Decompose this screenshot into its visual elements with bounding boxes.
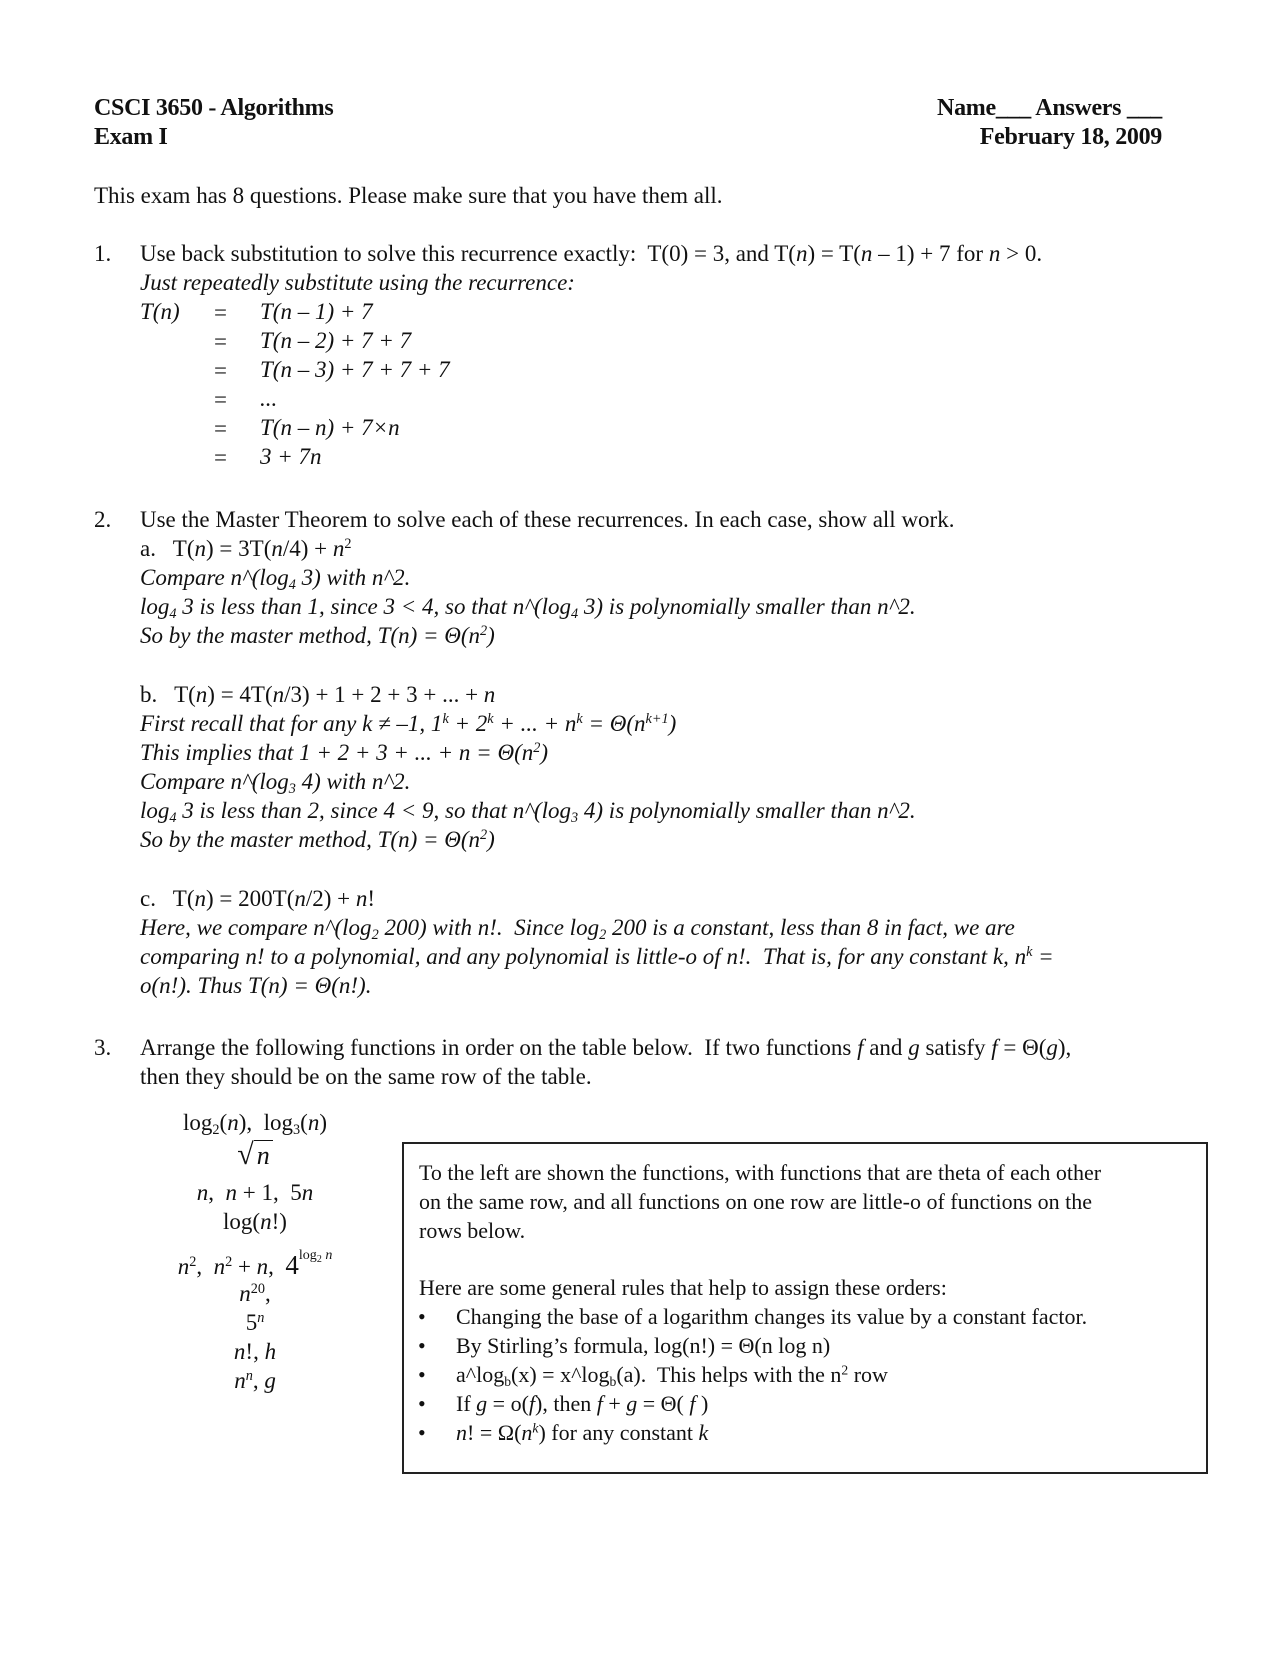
question-number: 3.	[94, 1035, 112, 1060]
function-row: $\log_2(n)$, $\log_3(n)$	[183, 1110, 327, 1138]
bullet-icon: •	[418, 1304, 426, 1329]
part-a-line: $\log_4 3$ is less than 1, since 3 < 4, so that $n\^{}(\log_4$ 3) is polynomially smaller than n^2.	[140, 594, 916, 622]
question-prompt: Use the Master Theorem to solve each of these recurrences. In each case, show all work.	[140, 507, 955, 532]
step-expr: T(n – 3) + 7 + 7 + 7	[260, 357, 450, 382]
part-a-line: Compare $n\^{}(\log_4$ 3) with n^2.	[140, 565, 411, 593]
equals-sign: =	[214, 329, 227, 354]
rule-item: By Stirling’s formula, log(n!) = Θ(n log n)	[456, 1333, 831, 1358]
bullet-icon: •	[418, 1420, 426, 1445]
explanation-box	[402, 1142, 1208, 1474]
step-expr: ...	[260, 386, 278, 411]
rule-item: If g = o(f), then f + g = Θ( f )	[456, 1391, 709, 1416]
step-expr: 3 + 7n	[260, 444, 322, 469]
function-row: n!, h	[233, 1339, 277, 1364]
answer-hint: Just repeatedly substitute using the recurrence:	[140, 270, 575, 295]
function-row	[140, 1138, 370, 1172]
sqrt-icon: √ n	[237, 1138, 272, 1172]
question-prompt: Use back substitution to solve this recurrence exactly: T(0) = 3, and T(n) = T(n – 1) + 7 for n > 0.	[140, 241, 1043, 266]
exam-date: February 18, 2009	[979, 124, 1162, 150]
rule-item: $a\^{}\log_b(x)$ = $x\^{}\log_b(a)$. This helps with the $n^2$ row	[456, 1362, 888, 1389]
exam-title: Exam I	[94, 124, 168, 150]
part-c-line: comparing n! to a polynomial, and any polynomial is little-o of n!. That is, for any constant k, $n^k$ =	[140, 944, 1054, 969]
bullet-icon: •	[418, 1333, 426, 1358]
function-row: 5$^n$	[245, 1310, 265, 1335]
equals-sign: =	[214, 358, 227, 383]
function-row: $n^n$, g	[234, 1368, 276, 1393]
question-number: 2.	[94, 507, 112, 532]
part-b-recurrence: b. T(n) = 4T(n/3) + 1 + 2 + 3 + ... + n	[140, 682, 496, 707]
rule-item: Changing the base of a logarithm changes its value by a constant factor.	[456, 1304, 1088, 1329]
equals-sign: =	[214, 300, 227, 325]
bullet-icon: •	[418, 1391, 426, 1416]
rule-item: n! = $\Omega(n^k)$ for any constant k	[456, 1420, 709, 1445]
part-c-recurrence: c. T(n) = 200T(n/2) + n!	[140, 886, 376, 911]
rules-heading: Here are some general rules that help to assign these orders:	[419, 1275, 947, 1300]
step-expr: T(n – 1) + 7	[260, 299, 373, 324]
question-prompt: Arrange the following functions in order on the table below. If two functions f and g satisfy f = Θ(g),	[140, 1035, 1072, 1060]
function-row: log(n!)	[223, 1209, 287, 1234]
bullet-icon: •	[418, 1362, 426, 1387]
name-field: Name___ Answers ___	[937, 95, 1162, 121]
equals-sign: =	[214, 387, 227, 412]
explanation-line: To the left are shown the functions, with functions that are theta of each other	[419, 1160, 1102, 1185]
part-b-line: First recall that for any k ≠ –1, $1^k + 2^k$ + ... + $n^k = \Theta(n^{k+1})$	[140, 711, 677, 736]
step-expr: T(n – 2) + 7 + 7	[260, 328, 412, 353]
part-b-line: Compare $n\^{}(\log_3$ 4) with n^2.	[140, 769, 411, 797]
part-a-recurrence: a. $T(n) = 3T(n/4) + n^2$	[140, 536, 352, 561]
part-c-line: Here, we compare $n\^{}(\log_2$ 200) with n!. Since $\log_2 200$ is a constant, less than 8 in fact, we are	[140, 915, 1015, 943]
explanation-line: rows below.	[419, 1218, 526, 1243]
question-prompt-cont: then they should be on the same row of the table.	[140, 1064, 592, 1089]
function-row: $n^{20}$,	[239, 1281, 271, 1306]
question-number: 1.	[94, 241, 112, 266]
part-a-conclusion: So by the master method, $T(n) = \Theta(n^2)$	[140, 623, 495, 648]
function-row: n, n + 1, 5n	[196, 1180, 314, 1205]
course-title: CSCI 3650 - Algorithms	[94, 95, 334, 121]
part-b-line: $\log_4 3$ is less than 2, since 4 < 9, so that $n\^{}(\log_3$ 4) is polynomially smaller than n^2.	[140, 798, 916, 826]
explanation-line: on the same row, and all functions on one row are little-o of functions on the	[419, 1189, 1093, 1214]
part-b-line: This implies that 1 + 2 + 3 + ... + $n = \Theta(n^2)$	[140, 740, 549, 765]
function-row: $n^2$, $n^2 + n$, $4^{log_2 n}$	[177, 1247, 333, 1280]
intro-text: This exam has 8 questions. Please make sure that you have them all.	[94, 183, 723, 208]
equals-sign: =	[214, 445, 227, 470]
equals-sign: =	[214, 416, 227, 441]
part-c-conclusion: o(n!). Thus T(n) = Θ(n!).	[140, 973, 372, 998]
step-expr: T(n – n) + 7×n	[260, 415, 400, 440]
part-b-conclusion: So by the master method, $T(n) = \Theta(n^2)$	[140, 827, 495, 852]
lhs: T(n)	[140, 299, 180, 324]
